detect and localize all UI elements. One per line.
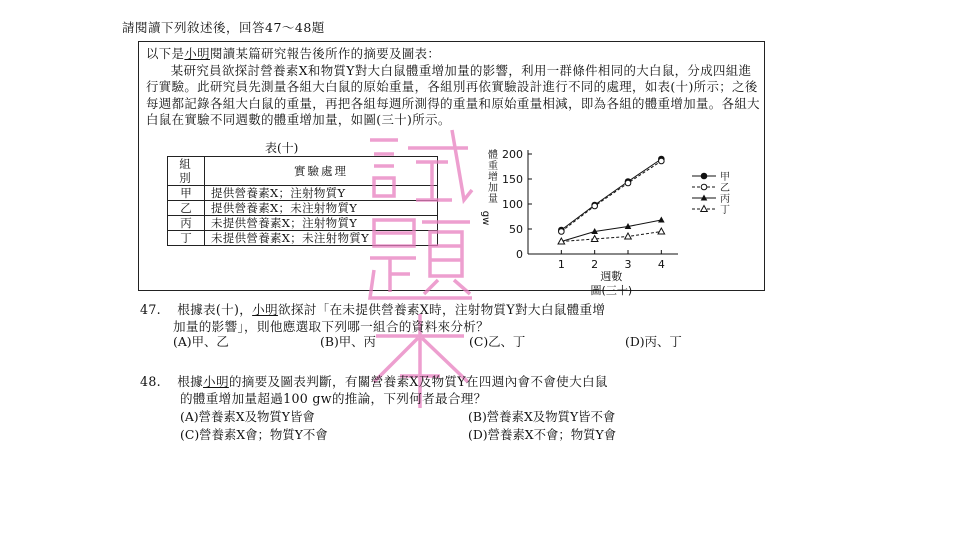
- y-tick-label: 0: [516, 248, 523, 261]
- x-tick-label: 2: [591, 258, 599, 271]
- treatment-cell: 未提供營養素X；注射物質Y: [205, 216, 438, 231]
- option-d[interactable]: (D)營養素X不會；物質Y會: [468, 427, 617, 442]
- chart-title: 圖(三十): [590, 284, 633, 297]
- legend-label: 乙: [720, 183, 730, 194]
- data-point: [658, 217, 665, 223]
- question-stem-line1: [177, 302, 605, 317]
- question-47: [140, 301, 605, 318]
- legend-item: [692, 193, 730, 205]
- weight-gain-chart: [470, 140, 740, 297]
- option-d[interactable]: (D)丙、丁: [625, 334, 682, 349]
- question-48-stem-line2: 的體重增加量超過100 gw的推論，下列何者最合理？: [180, 391, 487, 406]
- question-number: 47.: [140, 302, 161, 317]
- x-tick-label: 1: [557, 258, 565, 271]
- option-b[interactable]: (B)甲、丙: [320, 334, 376, 349]
- group-cell: 乙: [168, 201, 205, 216]
- table-caption: 表(十): [265, 141, 299, 155]
- intro-post: 閱讀某篇研究報告後所作的摘要及圖表：: [209, 46, 441, 61]
- header-treatment: 實驗處理: [205, 157, 438, 186]
- student-name: 小明: [184, 46, 210, 61]
- series-line: [561, 161, 661, 232]
- stem-pre: 根據表(十)，: [177, 302, 253, 317]
- student-name: 小明: [203, 374, 229, 389]
- series-丁: [558, 228, 665, 244]
- watermark-glyph-1: [370, 130, 472, 200]
- treatment-cell: 未提供營養素X；未注射物質Y: [205, 231, 438, 246]
- intro-pre: 以下是: [146, 46, 185, 61]
- option-a[interactable]: (A)甲、乙: [173, 334, 229, 349]
- header-group: 組別: [168, 157, 205, 186]
- x-tick-label: 3: [624, 258, 632, 271]
- y-tick-label: 200: [502, 148, 523, 161]
- group-cell: 丙: [168, 216, 205, 231]
- legend-item: [692, 182, 730, 194]
- data-point: [559, 229, 565, 235]
- draft-watermark: [360, 30, 480, 410]
- option-a[interactable]: (A)營養素X及物質Y皆會: [180, 409, 315, 424]
- passage-body: 某研究員欲探討營養素X和物質Y對大白鼠體重增加量的影響，利用一群條件相同的大白鼠，分成四組進行實驗。此研究員先測量各組大白鼠的原始重量，各組別再依實驗設計進行不同的處理，如表(十)所示；之後每週都記錄各組大白鼠的重量，再把各組每週所測得的重量和原始重量相減，即為各組的體重增加量。各組大白鼠在實驗不同週數的體重增加量，如圖(三十)所示。: [146, 62, 760, 128]
- question-47-stem-line2: 加量的影響」，則他應選取下列哪一組合的資料來分析？: [173, 319, 490, 334]
- group-cell: 甲: [168, 186, 205, 201]
- y-axis-unit: gw: [480, 210, 491, 226]
- y-tick-label: 50: [509, 223, 523, 236]
- legend-label: 丙: [720, 194, 730, 205]
- data-point: [625, 233, 632, 239]
- question-48: [140, 373, 608, 390]
- y-tick-label: 100: [502, 198, 523, 211]
- treatment-cell: 提供營養素X；注射物質Y: [205, 186, 438, 201]
- legend-item: [692, 204, 730, 216]
- legend-label: 甲: [720, 172, 730, 183]
- option-c[interactable]: (C)乙、丁: [469, 334, 526, 349]
- stem-pre: 根據: [177, 374, 204, 389]
- option-b[interactable]: (B)營養素X及物質Y皆不會: [468, 409, 616, 424]
- data-point: [659, 158, 665, 164]
- y-tick-label: 150: [502, 173, 523, 186]
- section-instruction: 請閱讀下列敘述後，回答47～48題: [122, 20, 325, 35]
- data-point: [701, 206, 708, 212]
- question-number: 48.: [140, 374, 161, 389]
- watermark-glyph-2: [370, 220, 472, 298]
- treatment-cell: 提供營養素X；未注射物質Y: [205, 201, 438, 216]
- option-c[interactable]: (C)營養素X會；物質Y不會: [180, 427, 328, 442]
- data-point: [701, 173, 707, 179]
- data-point: [658, 228, 665, 234]
- x-axis-label: 週數: [600, 270, 623, 283]
- legend-label: 丁: [720, 205, 730, 216]
- stem-post: 欲探討「在未提供營養素X時，注射物質Y對大白鼠體重增: [277, 302, 606, 317]
- stem-post: 的摘要及圖表判斷，有關營養素X及物質Y在四週內會不會使大白鼠: [228, 374, 608, 389]
- legend-item: [692, 171, 730, 183]
- group-cell: 丁: [168, 231, 205, 246]
- y-axis-label: 體重增加量: [488, 150, 498, 205]
- data-point: [625, 180, 631, 186]
- question-stem-line1: [177, 374, 608, 389]
- student-name: 小明: [252, 302, 278, 317]
- x-tick-label: 4: [657, 258, 665, 271]
- series-line: [561, 220, 661, 242]
- data-point: [592, 203, 598, 209]
- data-point: [701, 184, 707, 190]
